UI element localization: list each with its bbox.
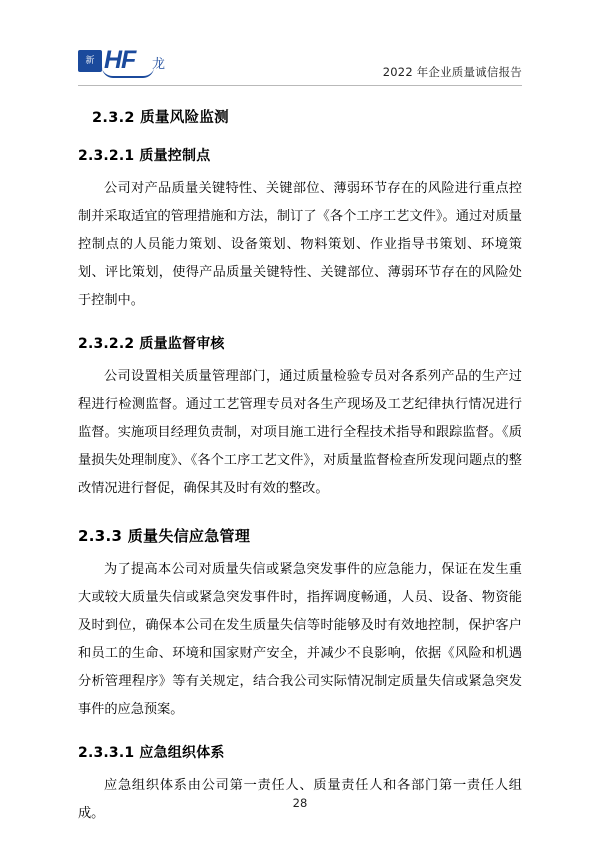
section-heading-2-3-3: 2.3.3 质量失信应急管理 bbox=[78, 527, 251, 545]
paragraph-emergency-management: 为了提高本公司对质量失信或紧急突发事件的应急能力，保证在发生重大或较大质量失信或紧急突发事件时，指挥调度畅通，人员、设备、物资能及时到位，确保本公司在发生质量失信等时能够及时有效地控制，保护客户和员工的生命、环境和国家财产安全，并减少不良影响，依据《风险和机遇分析管理程序》等有关规定，结合我公司实际情况制定质量失信或紧急突发事件的应急预案。 bbox=[78, 562, 522, 717]
section-heading-2-3-2-1: 2.3.2.1 质量控制点 bbox=[78, 148, 211, 164]
logo-badge-text: 新 bbox=[85, 56, 95, 66]
section-heading-2-3-2-2: 2.3.2.2 质量监督审核 bbox=[78, 336, 225, 352]
paragraph-quality-control-point: 公司对产品质量关键特性、关键部位、薄弱环节存在的风险进行重点控制并采取适宜的管理措施和方法，制订了《各个工序工艺文件》。通过对质量控制点的人员能力策划、设备策划、物料策划、作业指导书策划、环境策划、评比策划，使得产品质量关键特性、关键部位、薄弱环节存在的风险处于控制中。 bbox=[78, 181, 522, 308]
document-body bbox=[78, 92, 522, 828]
logo-suffix-text: 龙 bbox=[152, 57, 166, 72]
company-logo bbox=[78, 48, 174, 78]
page-footer bbox=[0, 796, 600, 810]
logo-mark bbox=[78, 48, 174, 76]
header-report-title: 2022 年企业质量诚信报告 bbox=[382, 65, 522, 79]
logo-swoosh-icon bbox=[102, 67, 154, 78]
logo-initials: HF bbox=[104, 46, 136, 74]
paragraph-quality-supervision-audit: 公司设置相关质量管理部门，通过质量检验专员对各系列产品的生产过程进行检测监督。通过工艺管理专员对各生产现场及工艺纪律执行情况进行监督。实施项目经理负责制，对项目施工进行全程技术指导和跟踪监督。《质量损失处理制度》、《各个工序工艺文件》，对质量监督检查所发现问题点的整改情况进行督促，确保其及时有效的整改。 bbox=[78, 369, 522, 496]
page-number: 28 bbox=[292, 796, 308, 810]
logo-badge bbox=[78, 50, 102, 72]
section-heading-2-3-2: 2.3.2 质量风险监测 bbox=[92, 110, 229, 126]
header-divider bbox=[78, 85, 522, 86]
page-header bbox=[0, 0, 600, 92]
section-heading-2-3-3-1: 2.3.3.1 应急组织体系 bbox=[78, 745, 225, 761]
paragraph-emergency-organization: 应急组织体系由公司第一责任人、质量责任人和各部门第一责任人组成。 bbox=[78, 778, 522, 821]
